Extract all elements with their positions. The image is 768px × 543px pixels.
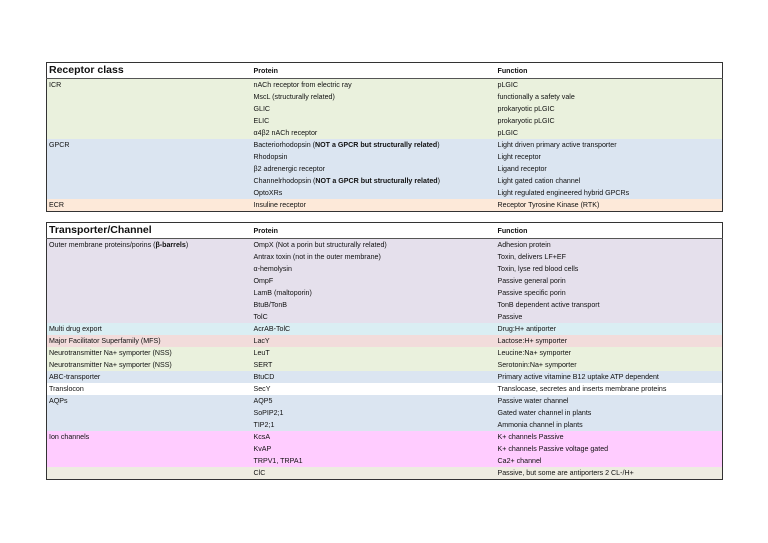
function-cell: TonB dependent active transport — [497, 300, 600, 309]
protein-cell: TIP2;1 — [253, 420, 275, 429]
table-row — [47, 127, 723, 139]
table-row — [47, 443, 723, 455]
group-label-empty — [47, 163, 252, 175]
table-row — [47, 407, 723, 419]
protein-cell: SERT — [253, 360, 273, 369]
table-row — [47, 287, 723, 299]
table-row — [47, 299, 723, 311]
function-cell: Passive, but some are antiporters 2 CL-/H+ — [497, 468, 634, 477]
protein-cell: Rhodopsin — [253, 152, 288, 161]
group-label: Translocon — [49, 384, 84, 393]
table-title: Receptor class — [47, 63, 252, 79]
group-label: Neurotransmitter Na+ symporter (NSS) — [49, 360, 172, 369]
function-cell: Light gated cation channel — [497, 176, 581, 185]
table-row — [47, 115, 723, 127]
function-cell: pLGIC — [497, 80, 519, 89]
group-label-empty — [47, 263, 252, 275]
function-cell: Passive general porin — [497, 276, 566, 285]
table-row — [47, 91, 723, 103]
group-label: ABC-transporter — [49, 372, 101, 381]
table-row — [47, 175, 723, 187]
function-cell: Light driven primary active transporter — [497, 140, 617, 149]
table-row — [47, 139, 723, 151]
group-label-empty — [47, 175, 252, 187]
table-row — [47, 163, 723, 175]
group-label-empty — [47, 91, 252, 103]
table-title: Transporter/Channel — [47, 223, 252, 239]
receptor-class-table — [46, 62, 723, 212]
function-cell: Receptor Tyrosine Kinase (RTK) — [497, 200, 600, 209]
group-label: Multi drug export — [49, 324, 102, 333]
function-cell: Drug:H+ antiporter — [497, 324, 557, 333]
function-cell: Primary active vitamine B12 uptake ATP dependent — [497, 372, 659, 381]
protein-cell: nACh receptor from electric ray — [253, 80, 352, 89]
function-cell: prokaryotic pLGIC — [497, 116, 555, 125]
column-header-protein: Protein — [252, 63, 496, 79]
protein-text-end: ) — [437, 176, 440, 185]
table-row — [47, 383, 723, 395]
function-cell: K+ channels Passive voltage gated — [497, 444, 609, 453]
table-header — [47, 63, 723, 79]
protein-note-bold: NOT a GPCR but structurally related — [315, 176, 438, 185]
function-cell: Light receptor — [497, 152, 541, 161]
group-label-empty — [47, 467, 252, 480]
table-row — [47, 251, 723, 263]
group-label-empty — [47, 275, 252, 287]
table-row — [47, 395, 723, 407]
function-cell: Ligand receptor — [497, 164, 547, 173]
group-label-end: ) — [185, 240, 189, 249]
protein-cell: ClC — [253, 468, 266, 477]
transporter-channel-table — [46, 222, 723, 480]
function-cell: Passive — [497, 312, 523, 321]
protein-cell: ELIC — [253, 116, 270, 125]
function-cell: Lactose:H+ symporter — [497, 336, 568, 345]
group-label-empty — [47, 115, 252, 127]
table-row — [47, 455, 723, 467]
protein-cell: AcrAB-TolC — [253, 324, 291, 333]
function-cell: Toxin, lyse red blood cells — [497, 264, 579, 273]
group-label — [47, 239, 252, 252]
table-row — [47, 199, 723, 212]
protein-cell: KvAP — [253, 444, 272, 453]
function-cell: Serotonin:Na+ symporter — [497, 360, 577, 369]
protein-cell: AQP5 — [253, 396, 273, 405]
table-row — [47, 79, 723, 92]
group-label: Neurotransmitter Na+ symporter (NSS) — [49, 348, 172, 357]
group-label: GPCR — [49, 140, 70, 149]
function-cell: functionally a safety vale — [497, 92, 575, 101]
group-label-bold: β-barrels — [155, 240, 186, 249]
protein-cell: GLIC — [253, 104, 271, 113]
protein-cell: OmpX (Not a porin but structurally related) — [253, 240, 387, 249]
protein-cell: TolC — [253, 312, 268, 321]
group-label-empty — [47, 127, 252, 139]
table-row — [47, 103, 723, 115]
protein-cell: Insuline receptor — [253, 200, 306, 209]
function-cell: K+ channels Passive — [497, 432, 564, 441]
column-header-protein: Protein — [252, 223, 496, 239]
group-label-empty — [47, 151, 252, 163]
function-cell: Gated water channel in plants — [497, 408, 592, 417]
column-header-function: Function — [496, 63, 723, 79]
protein-cell: OptoXRs — [253, 188, 283, 197]
group-label-empty — [47, 455, 252, 467]
protein-cell: TRPV1, TRPA1 — [253, 456, 303, 465]
protein-cell: BtuB/TonB — [253, 300, 288, 309]
group-label-empty — [47, 103, 252, 115]
function-cell: prokaryotic pLGIC — [497, 104, 555, 113]
group-label-empty — [47, 287, 252, 299]
function-cell: Adhesion protein — [497, 240, 551, 249]
table-row — [47, 467, 723, 480]
protein-cell: SoPIP2;1 — [253, 408, 284, 417]
protein-cell: β2 adrenergic receptor — [253, 164, 326, 173]
function-cell: pLGIC — [497, 128, 519, 137]
group-label-empty — [47, 299, 252, 311]
protein-cell: MscL (structurally related) — [253, 92, 335, 101]
function-cell: Toxin, delivers LF+EF — [497, 252, 566, 261]
protein-cell: SecY — [253, 384, 271, 393]
protein-note-bold: NOT a GPCR but structurally related — [315, 140, 438, 149]
protein-cell: α4β2 nACh receptor — [253, 128, 318, 137]
protein-cell: Antrax toxin (not in the outer membrane) — [253, 252, 381, 261]
group-label: ICR — [49, 80, 62, 89]
group-label: ECR — [49, 200, 64, 209]
function-cell: Translocase, secretes and inserts membrane proteins — [497, 384, 667, 393]
group-label-text: Outer membrane proteins/porins ( — [49, 240, 156, 249]
function-cell: Ca2+ channel — [497, 456, 542, 465]
table-row — [47, 263, 723, 275]
protein-cell: OmpF — [253, 276, 274, 285]
group-label-empty — [47, 251, 252, 263]
function-cell: Passive water channel — [497, 396, 569, 405]
group-label-empty — [47, 311, 252, 323]
group-label: AQPs — [49, 396, 68, 405]
table-row — [47, 311, 723, 323]
protein-cell — [252, 139, 496, 151]
protein-cell: BtuCD — [253, 372, 275, 381]
table-header — [47, 223, 723, 239]
table-row — [47, 359, 723, 371]
table-row — [47, 275, 723, 287]
table-row — [47, 335, 723, 347]
function-cell: Passive specific porin — [497, 288, 566, 297]
protein-text-end: ) — [437, 140, 440, 149]
protein-text: Bacteriorhodopsin ( — [253, 140, 316, 149]
table-row — [47, 323, 723, 335]
table-row — [47, 151, 723, 163]
table-row — [47, 371, 723, 383]
protein-text: Channelrhodopsin ( — [253, 176, 316, 185]
group-label: Major Facilitator Superfamily (MFS) — [49, 336, 161, 345]
group-label-empty — [47, 407, 252, 419]
protein-cell: KcsA — [253, 432, 271, 441]
group-label: Ion channels — [49, 432, 90, 441]
table-row — [47, 239, 723, 252]
protein-cell: α-hemolysin — [253, 264, 292, 273]
table-row — [47, 431, 723, 443]
table-row — [47, 419, 723, 431]
protein-cell: LacY — [253, 336, 270, 345]
function-cell: Light regulated engineered hybrid GPCRs — [497, 188, 630, 197]
protein-cell: LeuT — [253, 348, 270, 357]
group-label-empty — [47, 419, 252, 431]
protein-cell: LamB (maltoporin) — [253, 288, 312, 297]
column-header-function: Function — [496, 223, 723, 239]
group-label-empty — [47, 187, 252, 199]
function-cell: Ammonia channel in plants — [497, 420, 583, 429]
protein-cell — [252, 175, 496, 187]
table-row — [47, 187, 723, 199]
function-cell: Leucine:Na+ symporter — [497, 348, 572, 357]
group-label-empty — [47, 443, 252, 455]
table-row — [47, 347, 723, 359]
